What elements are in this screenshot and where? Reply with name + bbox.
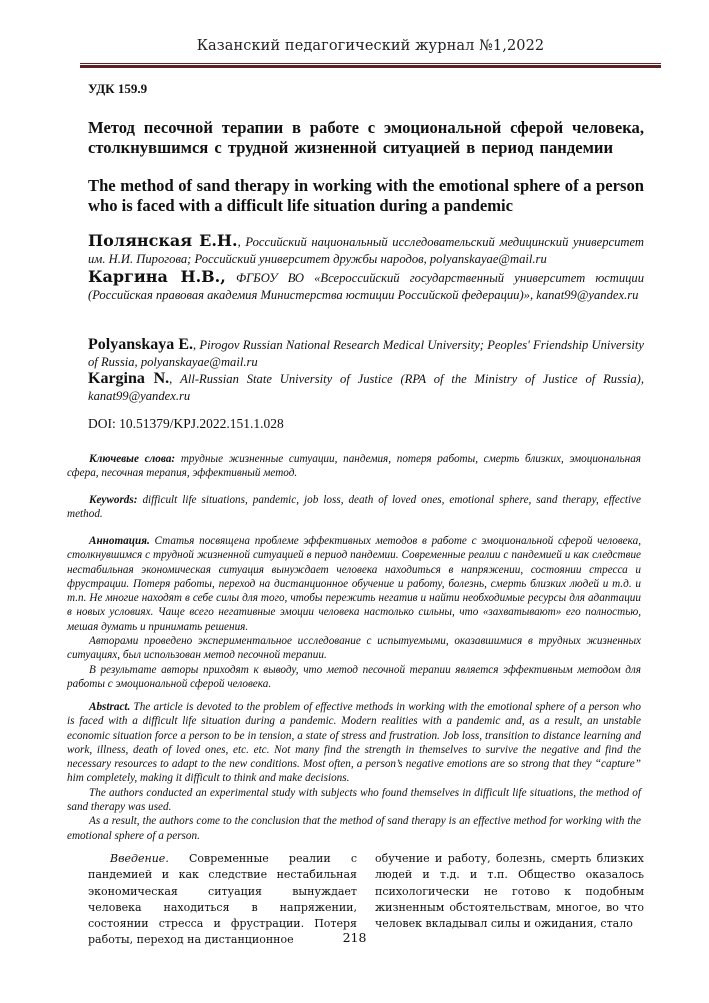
abstract-paragraph: Статья посвящена проблеме эффективных методов в работе с эмоциональной сферой человека, столкнувшимся с трудной жизненной ситуацией в период пандемии. Современные реалии с пандемией и как следствие нестабильная экономическая ситуация вынуждает человека находиться в напряжении, состоянии стресса и фрустрации. Потеря работы, переход на дистанционное обучение и работу, болезнь, смерть близких людей и т.д. и т.п. Не многие находят в себе силы для того, чтобы пережить негатив и найти необходимые ресурсы для адаптации в новых условиях. Чаще всего негативные эмоции человека настолько сильны, что «захватывают» его полностью, мешая думать и принимать решения. <box>67 535 641 633</box>
author-name: Каргина Н.В., <box>88 267 226 286</box>
doi: DOI: 10.51379/KPJ.2022.151.1.028 <box>88 416 284 431</box>
author-name: Полянская Е.Н. <box>88 231 238 250</box>
keywords-label: Ключевые слова: <box>89 453 176 465</box>
abstract-paragraph: В результате авторы приходят к выводу, что метод песочной терапии является эффективным методом для работы с эмоциональной сферой человека. <box>67 663 641 690</box>
header-rule-thick <box>80 65 661 68</box>
author-separator: , <box>237 235 246 249</box>
abstract-paragraph: Авторами проведено экспериментальное исследование с испытуемыми, оказавшимися в трудных жизненных ситуациях, был использован метод песочной терапии. <box>67 635 641 662</box>
author-polyanskaya-ru <box>88 232 644 268</box>
author-polyanskaya-en <box>88 336 644 371</box>
page-number: 218 <box>342 930 367 945</box>
title-russian: Метод песочной терапии в работе с эмоциональной сферой человека, столкнувшимся с трудной жизненной ситуацией в период пандемии <box>88 118 644 157</box>
author-separator <box>226 271 236 285</box>
udc-code: УДК 159.9 <box>88 81 148 96</box>
keywords-label: Keywords: <box>89 494 138 506</box>
author-name: Polyanskaya E. <box>88 336 194 353</box>
abstract-paragraph: The authors conducted an experimental study with subjects who found themselves in difficult life situations, the method of sand therapy was used. <box>67 786 641 814</box>
author-kargina-en <box>88 370 644 405</box>
keywords-english <box>67 493 641 522</box>
header-rule-thin <box>80 63 661 64</box>
abstract-english <box>67 700 641 843</box>
keywords-text: difficult life situations, pandemic, job loss, death of loved ones, emotional sphere, sand therapy, effective method. <box>67 494 641 521</box>
introduction-label: Введение. <box>110 852 169 865</box>
title-english: The method of sand therapy in working with the emotional sphere of a person who is faced with a difficult life situation during a pandemic <box>88 176 644 215</box>
body-text: обучение и работу, болезнь, смерть близких людей и т.д. и т.п. Общество оказалось психологически не готово к подобным жизненным обстоятельствам, многое, во что человек вкладывал силы и ожидания, стало <box>375 852 644 931</box>
abstract-paragraph: The article is devoted to the problem of effective methods in working with the emotional sphere of a person who is faced with a difficult life situation during a pandemic. Modern realities with a pandemic and, as a result, an unstable economic situation force a person to be in tension, a state of stress and frustration. Job loss, transition to distance learning and work, illness, death of loved ones, etc. etc. Not many find the strength in themselves to survive the negative and find the necessary resources to adapt to the new conditions. Most often, a person’s negative emotions are so strong that they “capture” him completely, making it difficult to think and make decisions. <box>67 701 641 785</box>
author-affiliation: Российский национальный исследовательский медицинский университет им. Н.И. Пирогова; Российский университет дружбы народов, polyanskayae@mail.ru <box>88 235 644 266</box>
keywords-text: трудные жизненные ситуации, пандемия, потеря работы, смерть близких, эмоциональная сфера, песочная терапия, эффективный метод. <box>67 453 641 480</box>
author-affiliation: ФГБОУ ВО «Всероссийский государственный университет юстиции (Российская правовая академия Министерства юстиции Российской федерации)», kanat99@yandex.ru <box>88 271 645 302</box>
body-text: Современные реалии с пандемией и как следствие нестабильная экономическая ситуация вынуждает человека находиться в напряжении, состоянии стресса и фрустрации. Потеря работы, переход на дистанционное <box>88 852 357 947</box>
abstract-label: Аннотация. <box>89 535 150 547</box>
author-kargina-ru <box>88 268 644 304</box>
body-column-right <box>375 851 644 932</box>
author-separator: , <box>193 338 200 352</box>
author-name: Kargina N. <box>88 370 170 387</box>
abstract-russian <box>67 534 641 691</box>
abstract-label: Abstract. <box>89 701 131 713</box>
abstract-paragraph: As a result, the authors come to the conclusion that the method of sand therapy is an effective method for working with the emotional sphere of a person. <box>67 815 641 842</box>
author-affiliation: Pirogov Russian National Research Medical University; Peoples' Friendship University of Russia, polyanskayae@mail.ru <box>88 338 644 369</box>
author-affiliation: All-Russian State University of Justice (RPA of the Ministry of Justice of Russia), kanat99@yandex.ru <box>88 372 645 403</box>
journal-header: Казанский педагогический журнал №1,2022 <box>196 38 545 54</box>
keywords-russian <box>67 452 641 481</box>
author-separator: , <box>169 372 181 386</box>
